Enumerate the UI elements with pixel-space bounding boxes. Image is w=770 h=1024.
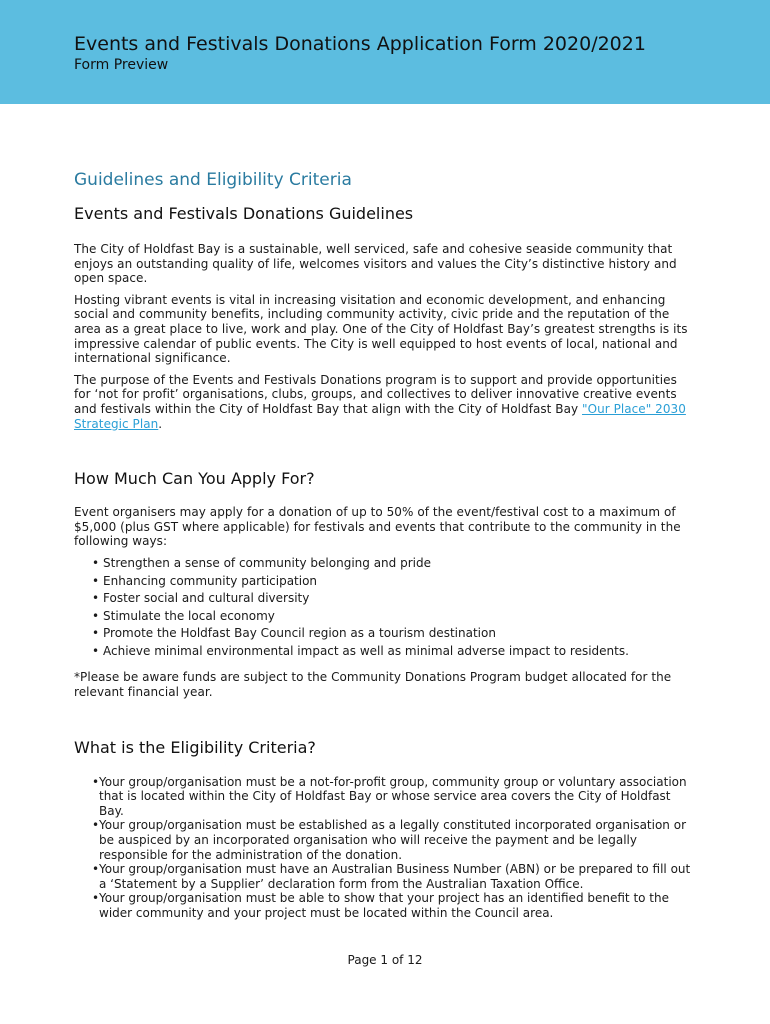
benefits-list — [92, 555, 694, 661]
guidelines-subtitle: Events and Festivals Donations Guidelines — [74, 204, 414, 223]
bullet-icon: • — [92, 608, 100, 623]
list-item: • Your group/organisation must be a not-for-profit group, community group or voluntary association that is located within the City of Holdfast Bay or whose service area covers the City of Holdfast Bay. — [92, 774, 687, 818]
bullet-icon: • — [92, 573, 100, 588]
bullet-icon: • — [92, 643, 100, 658]
eligibility-heading: What is the Eligibility Criteria? — [74, 737, 316, 757]
form-title: Events and Festivals Donations Application Form 2020/2021 — [74, 33, 646, 55]
list-item: • Your group/organisation must be established as a legally constituted incorporated organisation or be auspiced by an incorporated organisation who will receive the payment and be legally responsible for the administration of the donation. — [92, 818, 686, 862]
list-item: • Achieve minimal environmental impact as well as minimal adverse impact to residents. — [92, 643, 694, 661]
strategic-plan-link[interactable]: "Our Place" 2030 Strategic Plan — [74, 401, 686, 431]
document-body — [74, 170, 694, 921]
purpose-text: The purpose of the Events and Festivals Donations program is to support and provide opportunities for ‘not for profit’ organisations, clubs, groups, and collectives to deliver innovative creative events and festivals within the City of Holdfast Bay that align with the City of Holdfast Bay — [74, 372, 677, 416]
budget-note: *Please be aware funds are subject to the Community Donations Program budget allocated for the relevant financial year. — [74, 670, 672, 700]
purpose-paragraph — [74, 373, 694, 431]
guidelines-paragraph: The City of Holdfast Bay is a sustainable, well serviced, safe and cohesive seaside community that enjoys an outstanding quality of life, welcomes visitors and values the City’s distinctive history and open space. — [74, 242, 677, 286]
list-item: • Your group/organisation must be able to show that your project has an identified benefit to the wider community and your project must be located within the Council area. — [92, 891, 669, 920]
list-item: • Promote the Holdfast Bay Council region as a tourism destination — [92, 625, 694, 643]
eligibility-list — [92, 775, 694, 921]
bullet-icon: • — [92, 626, 100, 641]
apply-intro: Event organisers may apply for a donation of up to 50% of the event/festival cost to a maximum of $5,000 (plus GST where applicable) for festivals and events that contribute to the community in the following ways: — [74, 505, 681, 549]
list-item: • Foster social and cultural diversity — [92, 590, 694, 608]
form-subtitle: Form Preview — [74, 57, 169, 73]
purpose-end: . — [158, 416, 163, 431]
bullet-icon: • — [92, 891, 100, 906]
list-item: • Enhancing community participation — [92, 573, 694, 591]
bullet-icon: • — [92, 591, 100, 606]
guidelines-paragraph: Hosting vibrant events is vital in increasing visitation and economic development, and enhancing social and community benefits, including community activity, civic pride and the reputation of the area as a great place to live, work and play. One of the City of Holdfast Bay’s greatest strengths is its impressive calendar of public events. The City is well equipped to host events of local, national and international significance. — [74, 292, 688, 366]
bullet-icon: • — [92, 774, 100, 789]
page-number: Page 1 of 12 — [347, 953, 423, 967]
list-item: • Stimulate the local economy — [92, 608, 694, 626]
header-banner — [0, 0, 770, 104]
bullet-icon: • — [92, 818, 100, 833]
apply-heading: How Much Can You Apply For? — [74, 469, 315, 489]
section-title-guidelines: Guidelines and Eligibility Criteria — [74, 170, 352, 190]
list-item: • Your group/organisation must have an Australian Business Number (ABN) or be prepared to fill out a ‘Statement by a Supplier’ declaration form from the Australian Taxation Office. — [92, 862, 691, 891]
list-item: • Strengthen a sense of community belonging and pride — [92, 555, 694, 573]
bullet-icon: • — [92, 862, 100, 877]
bullet-icon: • — [92, 555, 100, 570]
